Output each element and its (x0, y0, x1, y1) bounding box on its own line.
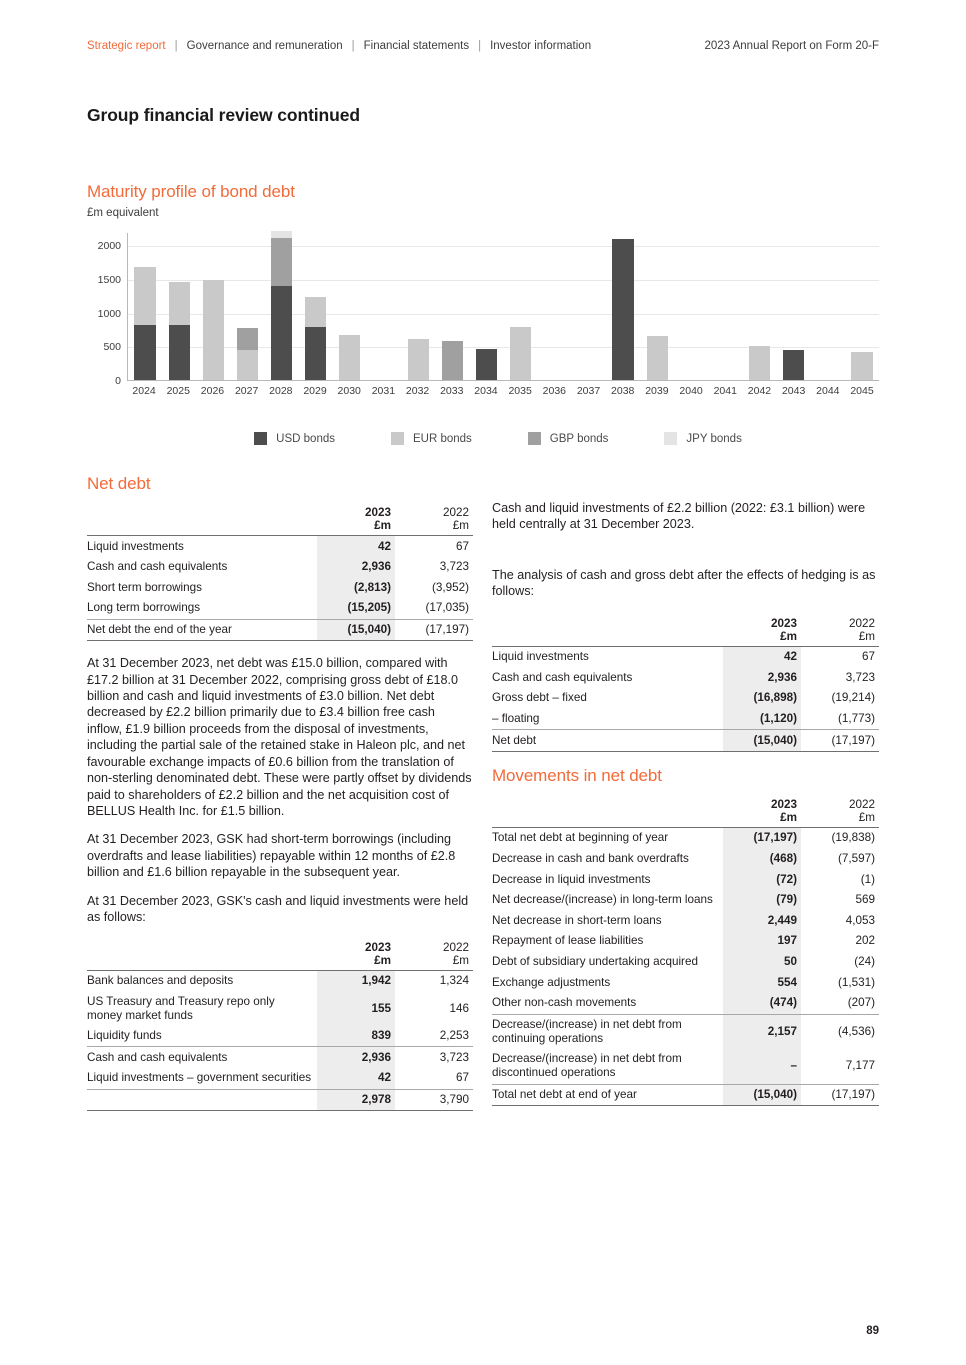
bar-segment-usd (169, 325, 190, 380)
row-label: Net debt the end of the year (87, 619, 317, 641)
bar-segment-eur (169, 282, 190, 324)
row-label: Short term borrowings (87, 580, 202, 594)
bar-segment-usd (305, 327, 326, 380)
bar-slot-2041 (708, 233, 742, 380)
legend-item-gbp[interactable] (528, 432, 609, 445)
bar-segment-gbp (271, 238, 292, 286)
table-row (492, 1084, 879, 1106)
row-value-2023: – (723, 1049, 801, 1084)
bar-segment-eur (305, 297, 326, 326)
row-value-2022: (17,197) (801, 1084, 879, 1106)
table-row (492, 972, 879, 993)
paragraph-short-term-borrowings: At 31 December 2023, GSK had short-term borrowings (including overdrafts and lease liabilities) repayable within 12 months of £2.8 billion and £1.6 billion repayable in the subsequent year. (87, 832, 456, 880)
row-value-2023: 2,157 (723, 1014, 801, 1049)
bar-slot-2038 (606, 233, 640, 380)
bar-slot-2045 (845, 233, 879, 380)
y-axis-tick: 1500 (97, 274, 121, 287)
bar-stack (271, 231, 292, 380)
bar-slot-2043 (777, 233, 811, 380)
table-header-2022: 2022 £m (442, 940, 469, 967)
row-label: US Treasury and Treasury repo only money market funds (87, 994, 275, 1022)
row-value-2022: (1) (860, 872, 875, 886)
y-axis (87, 233, 121, 387)
bar-segment-eur (203, 280, 224, 380)
bar-stack (134, 267, 155, 380)
table-header-2022: 2022 £m (848, 798, 875, 825)
row-value-2022: (207) (847, 996, 875, 1010)
legend-swatch-icon (254, 432, 267, 445)
chart-title: Maturity profile of bond debt (87, 182, 295, 201)
row-value-2023: (15,205) (317, 598, 395, 619)
row-value-2023: 42 (723, 646, 801, 667)
table-row (492, 828, 879, 849)
x-axis-label-2039: 2039 (645, 385, 669, 397)
gross-debt-table (492, 614, 879, 752)
bar-segment-usd (476, 349, 497, 380)
row-label: Decrease in liquid investments (492, 872, 651, 886)
row-label: Liquid investments – government securities (87, 1071, 312, 1085)
chart-legend (87, 432, 879, 445)
table-row (87, 1047, 473, 1068)
bar-slot-2033 (435, 233, 469, 380)
row-value-2023: 42 (317, 1068, 395, 1089)
table-row (492, 993, 879, 1014)
x-axis-label-2038: 2038 (611, 385, 635, 397)
paragraph-cash-held-intro: At 31 December 2023, GSK's cash and liquid investments were held as follows: (87, 893, 469, 924)
table-row (87, 598, 473, 619)
table-header-blank (87, 937, 317, 970)
row-value-2023: (72) (723, 869, 801, 890)
row-value-2022: (17,197) (395, 619, 473, 641)
x-axis-label-2030: 2030 (337, 385, 361, 397)
bar-stack (851, 352, 872, 380)
row-value-2023: (474) (723, 993, 801, 1014)
row-value-2023: (468) (723, 849, 801, 870)
nav-separator: | (351, 40, 355, 52)
row-value-2022: (24) (854, 955, 875, 969)
nav-item-financial-statements[interactable]: Financial statements (363, 40, 470, 52)
bar-slot-2027 (230, 233, 264, 380)
bar-segment-eur (510, 327, 531, 380)
bar-segment-eur (647, 336, 668, 380)
table-row (492, 911, 879, 932)
row-label: Other non-cash movements (492, 996, 637, 1010)
movements-table (492, 795, 879, 1106)
table-row (87, 577, 473, 598)
paragraph-hedging-intro: The analysis of cash and gross debt after the effects of hedging is as follows: (492, 567, 876, 599)
row-value-2022: 7,177 (845, 1059, 875, 1073)
bar-segment-usd (271, 286, 292, 380)
bar-stack (783, 350, 804, 380)
x-axis-label-2026: 2026 (200, 385, 225, 397)
row-value-2022: (7,597) (837, 852, 875, 866)
row-value-2022: 3,723 (845, 670, 875, 684)
bar-slot-2042 (743, 233, 777, 380)
table-header-blank (492, 614, 723, 647)
row-label: Total net debt at end of year (492, 1084, 723, 1106)
table-row (492, 952, 879, 973)
bar-slot-2032 (401, 233, 435, 380)
row-label: Decrease in cash and bank overdrafts (492, 852, 689, 866)
bar-segment-eur (237, 350, 258, 380)
table-header-2022: 2022 £m (848, 616, 875, 643)
row-value-2022: 3,790 (395, 1089, 473, 1111)
bar-stack (237, 328, 258, 380)
bar-segment-usd (134, 325, 155, 380)
row-value-2023: 50 (723, 952, 801, 973)
table-row (492, 730, 879, 752)
bar-slot-2040 (674, 233, 708, 380)
row-value-2022: 569 (855, 893, 875, 907)
row-label (87, 1089, 317, 1111)
legend-label: EUR bonds (412, 432, 472, 445)
row-label: Bank balances and deposits (87, 970, 317, 991)
bar-stack (749, 346, 770, 380)
row-label: Gross debt – fixed (492, 691, 587, 705)
bar-slot-2028 (265, 233, 299, 380)
nav-item-investor-information[interactable]: Investor information (490, 40, 592, 52)
row-value-2023: (16,898) (723, 688, 801, 709)
row-value-2022: 1,324 (395, 970, 473, 991)
table-header-blank (87, 503, 317, 536)
nav-separator: | (174, 40, 178, 52)
x-axis-label-2027: 2027 (234, 385, 259, 397)
legend-swatch-icon (391, 432, 404, 445)
bond-maturity-chart (87, 182, 879, 445)
row-label: Cash and cash equivalents (87, 560, 228, 574)
x-axis-label-2024: 2024 (132, 385, 156, 397)
table-row (492, 709, 879, 730)
table-row (87, 536, 473, 557)
bar-series-container (128, 233, 879, 380)
paragraph-central-cash: Cash and liquid investments of £2.2 billion (2022: £3.1 billion) were held centrally at 31 December 2023. (492, 501, 866, 532)
bar-slot-2031 (367, 233, 401, 380)
x-axis-label-2045: 2045 (850, 385, 874, 397)
plot-canvas (127, 233, 879, 381)
table-row (87, 1068, 473, 1089)
y-axis-tick: 0 (115, 375, 121, 387)
bar-segment-eur (134, 267, 155, 325)
row-value-2022: (4,536) (801, 1014, 879, 1049)
x-axis-label-2028: 2028 (269, 385, 293, 397)
y-axis-tick: 2000 (97, 240, 121, 253)
table-row (492, 668, 879, 689)
bar-segment-gbp (237, 328, 258, 350)
row-value-2023: 155 (317, 991, 395, 1026)
table-header-2023: 2023 £m (364, 940, 391, 967)
net-debt-table (87, 503, 473, 641)
table-row (492, 931, 879, 952)
row-value-2023: 2,449 (723, 911, 801, 932)
table-row (87, 619, 473, 641)
nav-separator: | (478, 40, 482, 52)
bar-stack (169, 282, 190, 380)
paragraph-net-debt-overview: At 31 December 2023, net debt was £15.0 billion, compared with £17.2 billion at 31 December 2022, comprising gross debt of £18.0 billion and cash and liquid investments of £3.0 billion. Net debt decreased by £2.2 billion primarily due to £3.4 billion free cash inflow, £1.9 billion proceeds from the disposal of investments, including the partial sale of the retained stake in Haleon plc, and net favourable exchange impacts of £0.6 billion from the translation of non-sterling denominated debt. These were partly offset by dividends paid to shareholders of £2.2 billion and the net acquisition cost of BELLUS Health Inc. for £1.5 billion. (87, 656, 472, 818)
table-row (492, 1049, 879, 1084)
row-value-2022: 67 (801, 646, 879, 667)
bar-slot-2030 (333, 233, 367, 380)
legend-label: USD bonds (276, 432, 335, 445)
row-value-2023: 1,942 (317, 970, 395, 991)
row-value-2023: 42 (317, 536, 395, 557)
page-header (87, 40, 879, 52)
row-value-2022: (1,773) (837, 712, 875, 725)
table-row (87, 1089, 473, 1111)
bar-segment-jpy (271, 231, 292, 238)
row-value-2022: (19,214) (831, 691, 875, 705)
row-value-2023: 2,936 (317, 1047, 395, 1068)
bar-stack (305, 297, 326, 380)
table-row (492, 849, 879, 870)
row-label: Decrease/(increase) in net debt from continuing operations (492, 1014, 723, 1049)
row-value-2023: (1,120) (723, 709, 801, 730)
row-value-2023: (2,813) (317, 577, 395, 598)
row-label: – floating (492, 712, 540, 725)
bar-segment-usd (783, 350, 804, 380)
bar-slot-2035 (504, 233, 538, 380)
x-axis-label-2042: 2042 (747, 385, 772, 397)
cash-held-table (87, 937, 473, 1111)
table-row (87, 991, 473, 1026)
table-row (492, 1014, 879, 1049)
row-value-2022: (19,838) (801, 828, 879, 849)
table-header-2023: 2023 £m (770, 798, 797, 825)
bar-slot-2026 (196, 233, 230, 380)
row-label: Liquid investments (492, 646, 723, 667)
bar-slot-2025 (162, 233, 196, 380)
table-header-2023: 2023 £m (770, 616, 797, 643)
legend-item-eur[interactable] (391, 432, 472, 445)
legend-label: JPY bonds (686, 432, 742, 445)
bar-stack (510, 327, 531, 380)
x-axis (127, 385, 879, 397)
bar-segment-eur (851, 352, 872, 380)
bar-slot-2036 (538, 233, 572, 380)
row-value-2023: (79) (723, 890, 801, 911)
row-label: Long term borrowings (87, 601, 201, 615)
bar-stack (647, 336, 668, 380)
table-row (492, 890, 879, 911)
bar-stack (442, 341, 463, 380)
row-value-2022: (17,035) (425, 601, 469, 615)
row-value-2022: (3,952) (431, 580, 469, 594)
report-title-label: 2023 Annual Report on Form 20-F (704, 40, 879, 52)
x-axis-label-2036: 2036 (542, 385, 567, 397)
page-number: 89 (866, 1325, 879, 1337)
row-value-2023: 839 (317, 1026, 395, 1047)
x-axis-label-2025: 2025 (166, 385, 190, 397)
row-label: Liquid investments (87, 536, 317, 557)
chart-plot-area (87, 233, 879, 398)
bar-slot-2044 (811, 233, 845, 380)
table-header-2023: 2023 £m (364, 506, 391, 533)
legend-item-usd[interactable] (254, 432, 335, 445)
y-axis-tick: 1000 (97, 307, 121, 320)
nav-item-governance-and-remuneration[interactable]: Governance and remuneration (186, 40, 343, 52)
x-axis-label-2034: 2034 (474, 385, 498, 397)
bar-slot-2029 (299, 233, 333, 380)
bar-slot-2037 (572, 233, 606, 380)
x-axis-label-2035: 2035 (508, 385, 532, 397)
table-header-2022: 2022 £m (442, 506, 469, 533)
bar-segment-eur (749, 346, 770, 380)
table-header-blank (492, 795, 723, 828)
y-axis-tick: 500 (103, 341, 121, 354)
row-label: Total net debt at beginning of year (492, 828, 723, 849)
bar-segment-eur (339, 335, 360, 380)
legend-swatch-icon (528, 432, 541, 445)
left-column (87, 474, 473, 1125)
row-value-2022: 2,253 (439, 1029, 469, 1043)
bar-slot-2039 (640, 233, 674, 380)
row-value-2023: 2,936 (723, 668, 801, 689)
x-axis-label-2041: 2041 (713, 385, 737, 397)
row-value-2023: (15,040) (723, 1084, 801, 1106)
row-value-2022: (17,197) (801, 730, 879, 752)
row-label: Net decrease in short-term loans (492, 913, 662, 927)
legend-swatch-icon (664, 432, 677, 445)
legend-item-jpy[interactable] (664, 432, 741, 445)
row-value-2022: 146 (449, 1001, 469, 1015)
table-row (492, 646, 879, 667)
row-label: Debt of subsidiary undertaking acquired (492, 955, 698, 969)
row-value-2023: 554 (723, 972, 801, 993)
bar-slot-2024 (128, 233, 162, 380)
bar-stack (612, 239, 633, 380)
table-row (87, 557, 473, 578)
row-value-2022: (1,531) (837, 975, 875, 989)
row-value-2023: 2,978 (317, 1089, 395, 1111)
right-column (492, 500, 879, 1120)
row-label: Cash and cash equivalents (492, 670, 633, 684)
movements-heading: Movements in net debt (492, 765, 662, 785)
x-axis-label-2031: 2031 (371, 385, 396, 397)
bar-stack (408, 339, 429, 380)
table-row (492, 869, 879, 890)
row-value-2023: (15,040) (723, 730, 801, 752)
row-value-2022: 67 (455, 1071, 469, 1085)
x-axis-label-2037: 2037 (576, 385, 601, 397)
bar-slot-2034 (469, 233, 503, 380)
row-label: Net debt (492, 730, 723, 752)
bar-stack (203, 280, 224, 380)
table-row (87, 1026, 473, 1047)
table-row (492, 688, 879, 709)
bar-segment-usd (612, 239, 633, 380)
row-label: Net decrease/(increase) in long-term loans (492, 893, 713, 907)
bar-stack (339, 335, 360, 380)
page-title: Group financial review continued (87, 105, 360, 125)
row-label: Decrease/(increase) in net debt from discontinued operations (492, 1052, 682, 1080)
net-debt-heading: Net debt (87, 474, 151, 493)
row-label: Liquidity funds (87, 1029, 162, 1043)
row-value-2022: 202 (855, 934, 875, 948)
table-row (87, 970, 473, 991)
x-axis-label-2029: 2029 (303, 385, 327, 397)
row-value-2023: 197 (723, 931, 801, 952)
row-label: Cash and cash equivalents (87, 1047, 317, 1068)
row-label: Exchange adjustments (492, 975, 611, 989)
x-axis-label-2032: 2032 (405, 385, 430, 397)
section-nav (87, 40, 591, 52)
chart-subtitle: £m equivalent (87, 207, 159, 219)
bar-segment-gbp (442, 341, 463, 380)
row-value-2022: 4,053 (845, 913, 875, 927)
row-value-2023: 2,936 (317, 557, 395, 578)
bar-segment-eur (408, 339, 429, 380)
row-value-2022: 67 (395, 536, 473, 557)
row-value-2022: 3,723 (395, 1047, 473, 1068)
x-axis-label-2033: 2033 (440, 385, 464, 397)
x-axis-label-2044: 2044 (816, 385, 840, 397)
row-label: Repayment of lease liabilities (492, 934, 644, 948)
row-value-2023: (17,197) (723, 828, 801, 849)
row-value-2023: (15,040) (317, 619, 395, 641)
row-value-2022: 3,723 (439, 560, 469, 574)
x-axis-label-2043: 2043 (781, 385, 806, 397)
x-axis-label-2040: 2040 (679, 385, 703, 397)
bar-stack (476, 349, 497, 380)
legend-label: GBP bonds (549, 432, 609, 445)
nav-item-strategic-report[interactable]: Strategic report (87, 40, 166, 52)
